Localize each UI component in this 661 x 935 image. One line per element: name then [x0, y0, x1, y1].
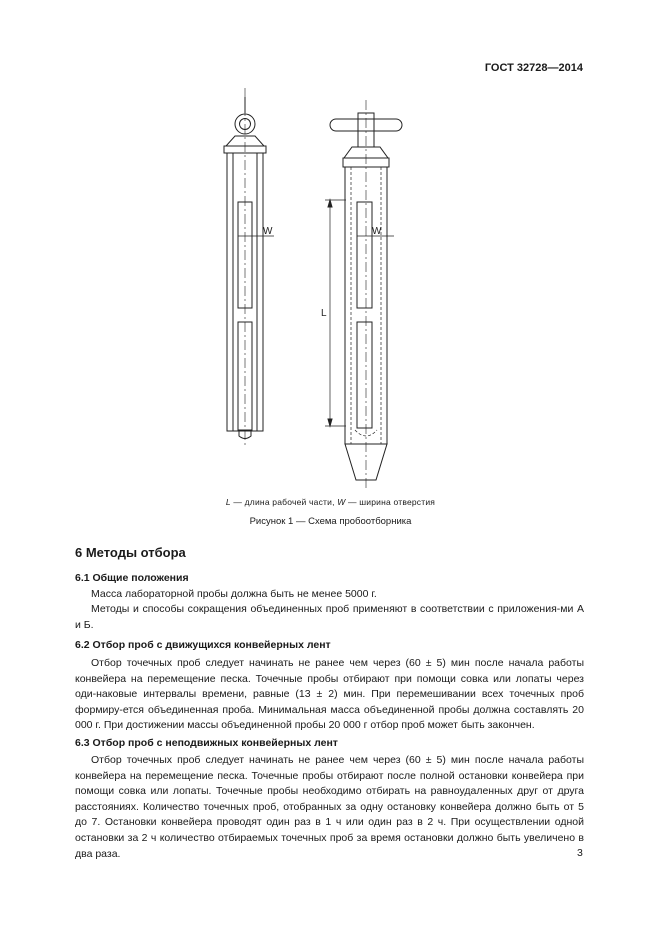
page-number: 3 — [577, 847, 583, 859]
paragraph-6-1-1-text: Масса лабораторной пробы должна быть не менее 5000 г. — [91, 588, 377, 600]
sampler-right — [325, 100, 402, 490]
paragraph-6-1-1 — [75, 587, 584, 603]
subsection-6-1-title: 6.1 Общие положения — [75, 572, 189, 584]
paragraph-6-3-1 — [75, 753, 584, 862]
paragraph-6-2-1-text: Отбор точечных проб следует начинать не ранее чем через (60 ± 5) мин после начала работы конвейера на перемещение песка. Точечные пробы отбирают при помощи совка или лопаты через оди-наковые интервалы времени, равные (13 ± 2) мин. При перемешивании всех точечных проб формиру-ется объединенная проба. Минимальная масса объединенной пробы должна составлять 20 000 г. При достижении массы объединенной пробы 20 000 г отбор проб может быть закончен. — [75, 657, 584, 732]
legend-w-desc: — ширина отверстия — [345, 497, 436, 507]
paragraph-6-3-1-text: Отбор точечных проб следует начинать не ранее чем через (60 ± 5) мин после начала работы конвейера на перемещение песка. Точечные пробы отбирают после полной остановки конвейера при помощи совка или лопаты. Точечные пробы необходимо отбирать на равноудаленных друг от друга расстояниях. Количество точечных проб, отобранных за одну остановку конвейера должно быть от 5 до 7. Остановки конвейера проводят один раз в 1 ч или один раз в 2 ч. При осуществлении одной остановки за 2 ч количество отбираемых точечных проб за время остановки должно быть увеличено в два раза. — [75, 754, 584, 860]
label-w-right: W — [372, 226, 382, 237]
paragraph-6-2-1 — [75, 656, 584, 734]
figure-legend — [0, 497, 661, 507]
label-l: L — [321, 308, 327, 319]
legend-l-desc: — длина рабочей части, — [230, 497, 338, 507]
sampler-left — [224, 88, 274, 445]
document-header-code: ГОСТ 32728—2014 — [484, 62, 583, 74]
figure-caption: Рисунок 1 — Схема пробоотборника — [249, 516, 412, 527]
subsection-6-2-title: 6.2 Отбор проб с движущихся конвейерных лент — [75, 639, 331, 651]
section-title: 6 Методы отбора — [75, 545, 186, 560]
paragraph-6-1-2 — [75, 602, 584, 633]
paragraph-6-1-2-text: Методы и способы сокращения объединенных проб применяют в соответствии с приложения-ми А и Б. — [75, 603, 584, 631]
label-w-left: W — [263, 226, 273, 237]
legend-w-symbol: W — [337, 497, 346, 507]
legend-l-symbol: L — [225, 497, 231, 507]
subsection-6-3-title: 6.3 Отбор проб с неподвижных конвейерных лент — [75, 737, 338, 749]
